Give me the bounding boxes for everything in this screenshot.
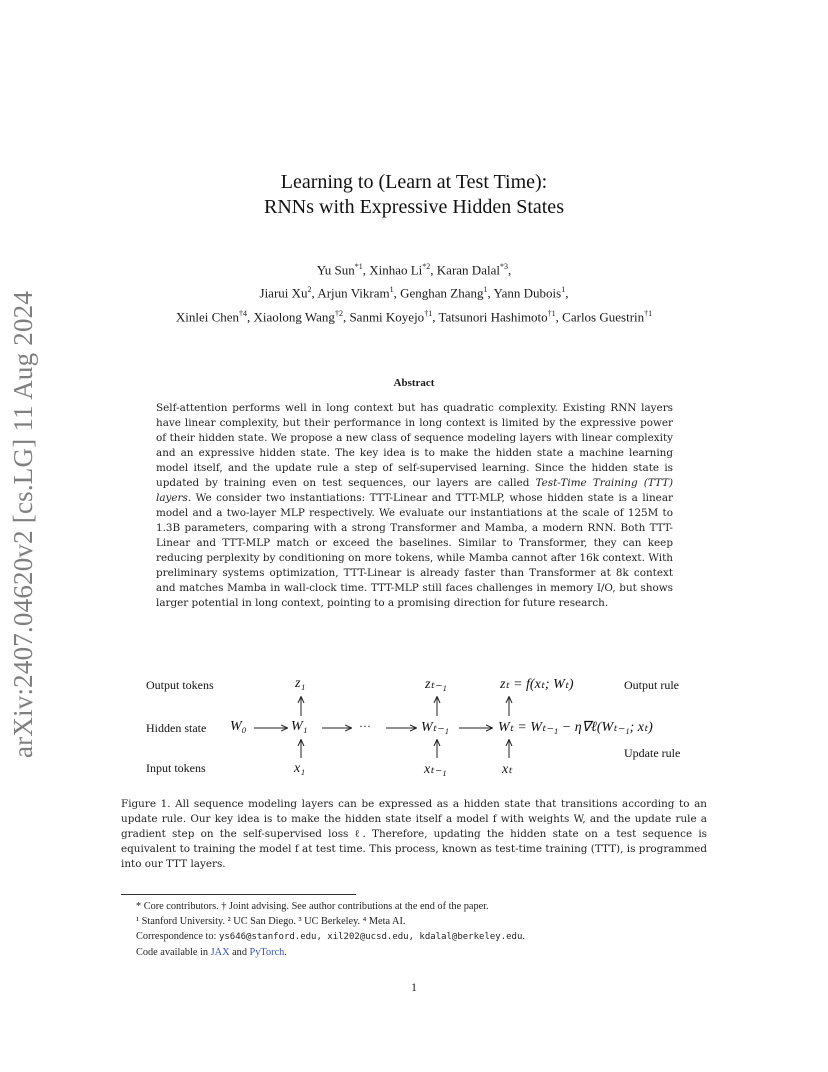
update-rule-label: Update rule bbox=[624, 746, 681, 760]
xt1-symbol: xₜ₋₁ bbox=[424, 762, 447, 777]
author-name: Tatsunori Hashimoto bbox=[438, 308, 548, 324]
author-line-3: Xinlei Chen$^{\dagger 4}$, Xiaolong Wang$^{\dagger 2}$, Sanmi Koyejo$^{\dagger 1}$, Tatsunori Hashimoto$^{\dagger 1}$, Carlos Guestrin$^{\dagger 1}$ bbox=[175, 308, 653, 324]
x1-symbol: x₁ bbox=[294, 761, 306, 776]
author-name: Xinhao Li bbox=[369, 262, 423, 278]
jax-link[interactable]: JAX bbox=[210, 947, 230, 958]
author-name: Xiaolong Wang bbox=[253, 308, 335, 324]
footnote-correspondence: Correspondence to: ys646@stanford.edu, xil202@ucsd.edu, kdalal@berkeley.edu. bbox=[136, 931, 525, 942]
author-line-1: Yu Sun$^{*1}$, Xinhao Li$^{*2}$, Karan Dalal$^{*3}$, bbox=[316, 262, 512, 278]
author-name: Karan Dalal bbox=[436, 262, 500, 278]
arxiv-stamp: arXiv:2407.04620v2 [cs.LG] 11 Aug 2024 bbox=[8, 290, 38, 758]
wt1-symbol: Wₜ₋₁ bbox=[421, 720, 450, 735]
abstract-body: Self-attention performs well in long context but has quadratic complexity. Existing RNN layers have linear complexity, but their performance in long context is limited by the expressive power of their hidden state. We propose a new class of sequence modeling layers with linear complexity and an expressive hidden state. The key idea is to make the hidden state a machine learning model itself, and the update rule a step of self-supervised learning. Since the hidden state is updated by training even on test sequences, our layers are called Test-Time Training (TTT) layers. We consider two instantiations: TTT-Linear and TTT-MLP, whose hidden state is a linear model and a two-layer MLP respectively. We evaluate our instantiations at the scale of 125M to 1.3B parameters, comparing with a strong Transformer and Mamba, a modern RNN. Both TTT-Linear and TTT-MLP match or exceed the baselines. Similar to Transformer, they can keep reducing perplexity by conditioning on more tokens, while Mamba cannot after 16k context. With preliminary systems optimization, TTT-Linear is already faster than Transformer at 8k context and matches Mamba in wall-clock time. TTT-MLP still faces challenges in memory I/O, but shows larger potential in long context, pointing to a promising direction for future research. bbox=[156, 402, 673, 609]
title-line-2: RNNs with Expressive Hidden States bbox=[264, 196, 564, 218]
pytorch-link[interactable]: PyTorch bbox=[249, 947, 285, 958]
ttt-term: Test-Time Training (TTT) layers bbox=[156, 477, 673, 504]
output-equation: zₜ = f(xₜ; Wₜ) bbox=[500, 677, 574, 692]
paper-title bbox=[0, 170, 828, 220]
output-rule-label: Output rule bbox=[624, 678, 679, 692]
author-name: Sanmi Koyejo bbox=[349, 308, 425, 324]
author-name: Genghan Zhang bbox=[400, 285, 484, 301]
footnote-divider bbox=[121, 894, 356, 895]
author-line-2: Jiarui Xu$^2$, Arjun Vikram$^1$, Genghan Zhang$^1$, Yann Dubois$^1$, bbox=[259, 285, 569, 301]
figure-1-caption: Figure 1. All sequence modeling layers can be expressed as a hidden state that transitions according to an update rule. Our key idea is to make the hidden state itself a model f with weights W, and the update rule a gradient step on the self-supervised loss ℓ. Therefore, updating the hidden state on a test sequence is equivalent to training the model f at test time. This process, known as test-time training (TTT), is programmed into our TTT layers. bbox=[121, 798, 707, 870]
author-name: Jiarui Xu bbox=[259, 285, 308, 301]
author-name: Arjun Vikram bbox=[317, 285, 390, 301]
figure-1-diagram bbox=[130, 668, 700, 780]
author-name: Yann Dubois bbox=[493, 285, 562, 301]
author-list bbox=[0, 257, 828, 327]
author-name: Xinlei Chen bbox=[175, 308, 240, 324]
author-name: Carlos Guestrin bbox=[562, 308, 645, 324]
w1-symbol: W₁ bbox=[291, 719, 308, 734]
input-tokens-label: Input tokens bbox=[146, 761, 206, 775]
footnotes bbox=[136, 899, 696, 960]
xt-symbol: xₜ bbox=[502, 762, 513, 777]
z1-symbol: z₁ bbox=[295, 676, 306, 691]
email-list: ys646@stanford.edu, xil202@ucsd.edu, kdalal@berkeley.edu bbox=[218, 932, 523, 942]
hidden-state-label: Hidden state bbox=[146, 721, 207, 735]
footnote-code: Code available in JAX and PyTorch. bbox=[136, 947, 287, 958]
zt1-symbol: zₜ₋₁ bbox=[425, 677, 447, 692]
author-name: Yu Sun bbox=[316, 262, 355, 278]
page-number: 1 bbox=[411, 980, 417, 994]
w0-symbol: W₀ bbox=[230, 719, 247, 734]
footnote-affiliations: ¹ Stanford University. ² UC San Diego. ³ UC Berkeley. ⁴ Meta AI. bbox=[136, 916, 406, 927]
abstract-heading: Abstract bbox=[393, 377, 435, 389]
title-line-1: Learning to (Learn at Test Time): bbox=[280, 171, 548, 193]
footnote-contributors: * Core contributors. † Joint advising. See author contributions at the end of the paper. bbox=[136, 901, 489, 912]
update-equation: Wₜ = Wₜ₋₁ − η∇ℓ(Wₜ₋₁; xₜ) bbox=[498, 720, 653, 735]
ellipsis: ··· bbox=[359, 719, 371, 733]
output-tokens-label: Output tokens bbox=[146, 678, 214, 692]
